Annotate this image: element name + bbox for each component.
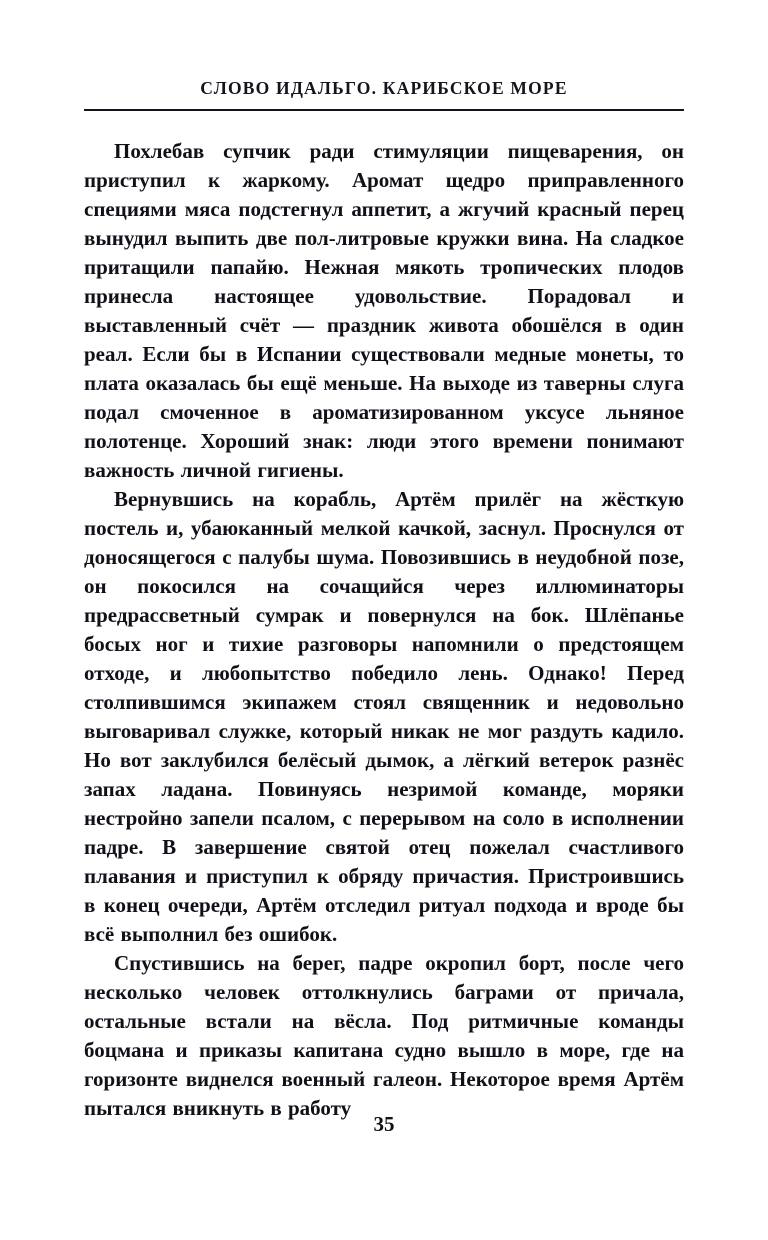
paragraph: Похлебав супчик ради стимуляции пищеварения, он приступил к жаркому. Аромат щедро приправленного специями мяса подстегнул аппетит, а жгучий красный перец вынудил выпить две пол-литровые кружки вина. На сладкое притащили папайю. Нежная мякоть тропических плодов принесла настоящее удовольствие. Порадовал и выставленный счёт — праздник живота обошёлся в один реал. Если бы в Испании существовали медные монеты, то плата оказалась бы ещё меньше. На выходе из таверны слуга подал смоченное в ароматизированном уксусе льняное полотенце. Хороший знак: люди этого времени понимают важность личной гигиены. xyxy=(84,139,684,482)
page-number: 35 xyxy=(373,1112,395,1136)
running-header: СЛОВО ИДАЛЬГО. КАРИБСКОЕ МОРЕ xyxy=(200,78,568,98)
body-text xyxy=(84,137,684,1123)
paragraph: Спустившись на берег, падре окропил борт, после чего несколько человек оттолкнулись баграми от причала, остальные встали на вёсла. Под ритмичные команды боцмана и приказы капитана судно вышло в море, где на горизонте виднелся военный галеон. Некоторое время Артём пытался вникнуть в работу xyxy=(84,951,684,1120)
text-column xyxy=(84,78,684,1123)
paragraph: Вернувшись на корабль, Артём прилёг на жёсткую постель и, убаюканный мелкой качкой, заснул. Проснулся от доносящегося с палубы шума. Повозившись в неудобной позе, он покосился на сочащийся через иллюминаторы предрассветный сумрак и повернулся на бок. Шлёпанье босых ног и тихие разговоры напомнили о предстоящем отходе, и любопытство победило лень. Однако! Перед столпившимся экипажем стоял священник и недовольно выговаривал служке, который никак не мог раздуть кадило. Но вот заклубился белёсый дымок, а лёгкий ветерок разнёс запах ладана. Повинуясь незримой команде, моряки нестройно запели псалом, с перерывом на соло в исполнении падре. В завершение святой отец пожелал счастливого плавания и приступил к обряду причастия. Пристроившись в конец очереди, Артём отследил ритуал подхода и вроде бы всё выполнил без ошибок. xyxy=(84,487,684,946)
header-rule xyxy=(84,109,684,111)
